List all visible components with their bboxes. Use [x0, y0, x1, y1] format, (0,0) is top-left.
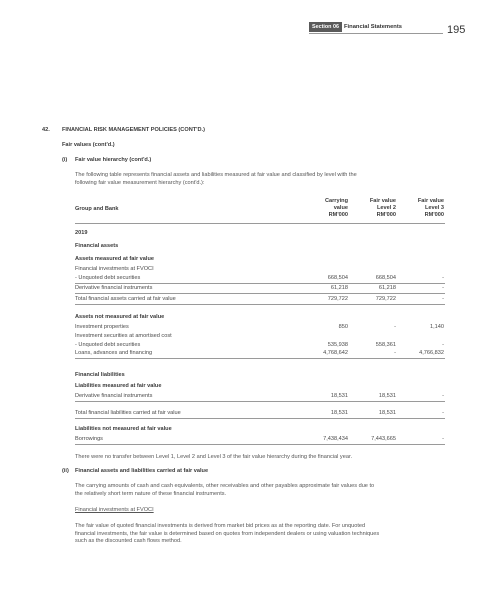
section-badge: Section 06	[309, 22, 342, 32]
item-ii-para2-line1: The fair value of quoted financial investments is derived from market bid prices as at the reporting date. For unquoted	[75, 523, 366, 529]
table-label: Group and Bank	[75, 206, 119, 212]
item-ii-paragraph-1	[75, 483, 450, 498]
intro-line-1: The following table represents financial assets and liabilities measured at fair value and classified by level with the	[75, 172, 357, 178]
liab-fv-heading: Liabilities measured at fair value	[75, 383, 162, 389]
row-borrowings-label: Borrowings	[75, 436, 103, 442]
col2-header-line1: Fair value	[369, 198, 396, 204]
assets-fv-heading: Assets measured at fair value	[75, 256, 154, 262]
note-subtitle: Fair values (cont'd.)	[62, 142, 115, 148]
row-investment-prop-c2: -	[394, 324, 396, 330]
row-deriv-liab-label: Derivative financial instruments	[75, 393, 153, 399]
no-transfer-note: There were no transfer between Level 1, Level 2 and Level 3 of the fair value hierarchy during the financial year.	[75, 454, 353, 460]
row-derivative-c1: 61,218	[330, 285, 348, 291]
col3-header-line1: Fair value	[417, 198, 444, 204]
row-borrowings-c2: 7,443,665	[371, 436, 396, 442]
row-loans-c3: 4,766,832	[419, 350, 444, 356]
row-total-liab-c1: 18,531	[330, 410, 348, 416]
row-total-assets-c3: -	[442, 296, 444, 302]
row-loans-label: Loans, advances and financing	[75, 350, 153, 356]
row-divider	[75, 444, 445, 445]
col1-header	[300, 198, 348, 219]
year-label: 2019	[75, 230, 88, 236]
fvoci-label: Financial investments at FVOCI	[75, 266, 154, 272]
col2-header-line3: RM'000	[376, 212, 396, 218]
item-ii-paragraph-2	[75, 523, 450, 546]
row-total-assets-c2: 729,722	[375, 296, 396, 302]
col1-header-line2: value	[333, 205, 348, 211]
table-header-divider	[75, 223, 445, 224]
row-divider	[75, 304, 445, 305]
row-unquoted2-label: - Unquoted debt securities	[75, 342, 141, 348]
item-ii-title: Financial assets and liabilities carried at fair value	[75, 468, 209, 474]
row-borrowings-c3: -	[442, 436, 444, 442]
row-total-liab-c3: -	[442, 410, 444, 416]
row-total-liab-c2: 18,531	[378, 410, 396, 416]
col3-header	[396, 198, 444, 219]
item-ii-para2-line3: such as the discounted cash flows method.	[75, 538, 182, 545]
row-loans-c1: 4,768,642	[323, 350, 348, 356]
item-i-label: (i)	[62, 157, 68, 163]
col3-header-line3: RM'000	[424, 212, 444, 218]
row-divider	[75, 293, 445, 294]
col3-header-line2: Level 3	[425, 205, 444, 211]
row-divider	[75, 401, 445, 402]
assets-not-fv-heading: Assets not measured at fair value	[75, 314, 165, 320]
row-derivative-c3: -	[442, 285, 444, 291]
note-number: 42.	[42, 127, 50, 133]
financial-liabilities-heading: Financial liabilities	[75, 372, 125, 378]
item-ii-label: (ii)	[62, 468, 69, 474]
row-total-assets-c1: 729,722	[327, 296, 348, 302]
row-divider	[75, 418, 445, 419]
row-deriv-liab-c2: 18,531	[378, 393, 396, 399]
row-derivative-c2: 61,218	[378, 285, 396, 291]
col1-header-line1: Carrying	[324, 198, 348, 204]
liab-not-fv-heading: Liabilities not measured at fair value	[75, 426, 172, 432]
row-unquoted-c3: -	[442, 275, 444, 281]
col1-header-line3: RM'000	[328, 212, 348, 218]
financial-assets-heading: Financial assets	[75, 243, 119, 249]
row-investment-prop-c1: 850	[338, 324, 348, 330]
row-unquoted-c2: 668,504	[375, 275, 396, 281]
item-i-title: Fair value hierarchy (cont'd.)	[75, 157, 152, 163]
row-loans-c2: -	[394, 350, 396, 356]
header-divider	[309, 33, 443, 34]
col2-header-line2: Level 2	[377, 205, 396, 211]
page-number: 195	[447, 24, 466, 36]
row-unquoted2-c1: 535,938	[327, 342, 348, 348]
item-ii-para1-line1: The carrying amounts of cash and cash equivalents, other receivables and other payables approximate fair values due to	[75, 483, 375, 489]
row-unquoted2-c2: 558,361	[375, 342, 396, 348]
amortised-label: Investment securities at amortised cost	[75, 333, 172, 339]
row-investment-prop-c3: 1,140	[430, 324, 444, 330]
row-investment-prop-label: Investment properties	[75, 324, 129, 330]
section-title: Financial Statements	[344, 24, 402, 30]
intro-line-2: following fair value measurement hierarchy (cont'd.):	[75, 179, 205, 186]
row-deriv-liab-c3: -	[442, 393, 444, 399]
intro-paragraph	[75, 172, 445, 187]
row-divider	[75, 283, 445, 284]
row-unquoted-c1: 668,504	[327, 275, 348, 281]
row-deriv-liab-c1: 18,531	[330, 393, 348, 399]
row-derivative-label: Derivative financial instruments	[75, 285, 153, 291]
item-ii-para2-line2: financial investments, the fair value is determined based on quotes from independent dealers or using valuation techniques	[75, 530, 380, 537]
note-title: FINANCIAL RISK MANAGEMENT POLICIES (CONT'D.)	[62, 127, 205, 133]
item-ii-para1-line2: the relatively short term nature of these financial instruments.	[75, 490, 227, 497]
fvoci-subheading: Financial investments at FVOCI	[75, 507, 154, 513]
row-divider	[75, 358, 445, 359]
row-total-liab-label: Total financial liabilities carried at fair value	[75, 410, 181, 416]
row-total-assets-label: Total financial assets carried at fair value	[75, 296, 176, 302]
row-borrowings-c1: 7,438,434	[323, 436, 348, 442]
row-unquoted2-c3: -	[442, 342, 444, 348]
row-unquoted-label: - Unquoted debt securities	[75, 275, 141, 281]
col2-header	[348, 198, 396, 219]
